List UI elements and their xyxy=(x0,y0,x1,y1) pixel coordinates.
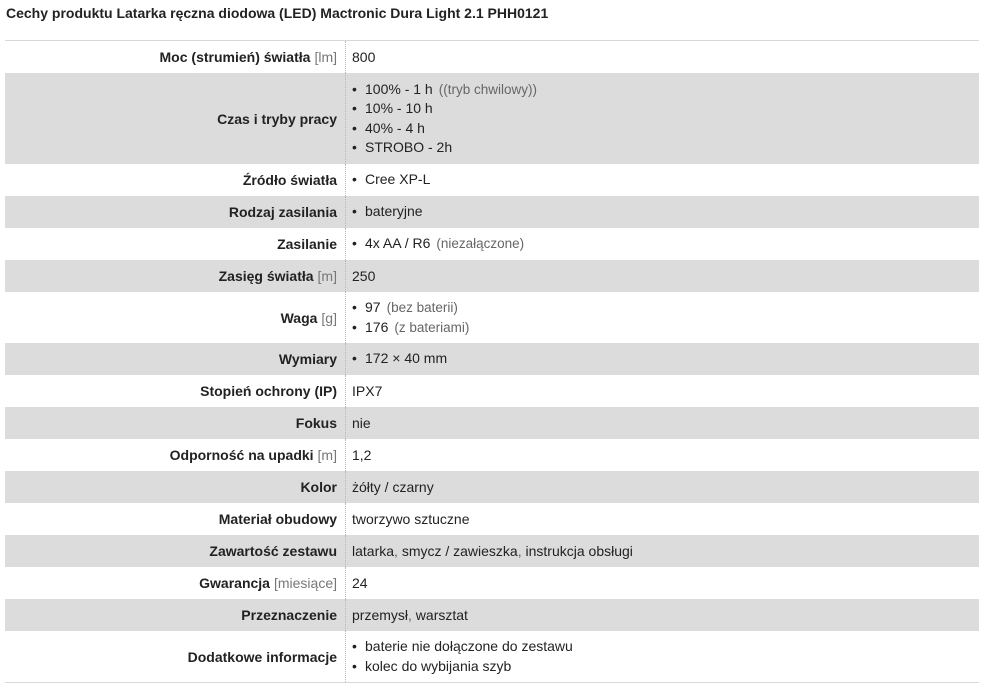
spec-row-beam-range xyxy=(5,260,979,292)
spec-table xyxy=(5,40,979,683)
spec-value: latarka, smycz / zawieszka, instrukcja obsługi xyxy=(352,543,633,559)
spec-value: żółty / czarny xyxy=(352,479,434,495)
spec-row-dimensions xyxy=(5,343,979,375)
spec-value: 250 xyxy=(352,268,376,284)
spec-unit: [m] xyxy=(317,447,337,463)
spec-value xyxy=(346,637,979,676)
spec-value xyxy=(346,234,979,254)
spec-row-ip-rating xyxy=(5,375,979,407)
spec-row-additional-info xyxy=(5,631,979,682)
spec-unit: [lm] xyxy=(314,49,337,65)
spec-row-drop-resistance xyxy=(5,439,979,471)
spec-row-runtime-modes xyxy=(5,73,979,164)
spec-row-power-supply xyxy=(5,228,979,260)
spec-value xyxy=(346,170,979,190)
list-item: • 176 (z bateriami) xyxy=(352,318,979,338)
list-item: • 100% - 1 h ((tryb chwilowy)) xyxy=(352,80,979,100)
list-item: • 97 (bez baterii) xyxy=(352,298,979,318)
spec-unit: [m] xyxy=(317,268,337,284)
spec-row-weight xyxy=(5,292,979,343)
spec-label: Źródło światła xyxy=(5,164,346,196)
spec-label: Stopień ochrony (IP) xyxy=(5,375,346,407)
list-item: • kolec do wybijania szyb xyxy=(352,657,979,677)
spec-label: Zawartość zestawu xyxy=(5,535,346,567)
spec-row-light-source xyxy=(5,164,979,196)
spec-value: tworzywo sztuczne xyxy=(352,511,470,527)
spec-label: Czas i tryby pracy xyxy=(5,73,346,164)
spec-unit: [miesiące] xyxy=(273,575,337,591)
spec-label: Rodzaj zasilania xyxy=(5,196,346,228)
spec-value: 24 xyxy=(352,575,368,591)
spec-row-power-type xyxy=(5,196,979,228)
spec-row-warranty xyxy=(5,567,979,599)
spec-label: Waga [g] xyxy=(5,292,346,343)
spec-label: Moc (strumień) światła [lm] xyxy=(5,41,346,73)
list-item: • STROBO - 2h xyxy=(352,138,979,158)
spec-row-focus xyxy=(5,407,979,439)
spec-value: 800 xyxy=(352,49,376,65)
spec-row-package-contents xyxy=(5,535,979,567)
spec-unit: [g] xyxy=(321,309,337,326)
list-item: • 172 × 40 mm xyxy=(352,349,979,369)
spec-value: IPX7 xyxy=(352,383,383,399)
spec-value xyxy=(346,349,979,369)
list-item: • 4x AA / R6 (niezałączone) xyxy=(352,234,979,254)
spec-label: Gwarancja [miesiące] xyxy=(5,567,346,599)
spec-label: Przeznaczenie xyxy=(5,599,346,631)
list-item: • bateryjne xyxy=(352,202,979,222)
spec-value xyxy=(346,298,979,337)
list-item: • 40% - 4 h xyxy=(352,119,979,139)
spec-value xyxy=(346,202,979,222)
spec-value: nie xyxy=(352,415,371,431)
spec-row-housing-material xyxy=(5,503,979,535)
spec-label: Odporność na upadki [m] xyxy=(5,439,346,471)
spec-row-luminous-flux xyxy=(5,41,979,73)
list-item: • baterie nie dołączone do zestawu xyxy=(352,637,979,657)
spec-value: przemysł, warsztat xyxy=(352,607,468,623)
spec-label: Fokus xyxy=(5,407,346,439)
spec-value xyxy=(346,80,979,158)
spec-label: Kolor xyxy=(5,471,346,503)
spec-label: Dodatkowe informacje xyxy=(5,631,346,682)
spec-label: Zasięg światła [m] xyxy=(5,260,346,292)
spec-row-color xyxy=(5,471,979,503)
list-item: • 10% - 10 h xyxy=(352,99,979,119)
page-title: Cechy produktu Latarka ręczna diodowa (LED) Mactronic Dura Light 2.1 PHH0121 xyxy=(6,5,549,21)
spec-label: Zasilanie xyxy=(5,228,346,260)
spec-row-purpose xyxy=(5,599,979,631)
spec-label: Wymiary xyxy=(5,343,346,375)
spec-label: Materiał obudowy xyxy=(5,503,346,535)
spec-value: 1,2 xyxy=(352,447,372,463)
list-item: • Cree XP-L xyxy=(352,170,979,190)
